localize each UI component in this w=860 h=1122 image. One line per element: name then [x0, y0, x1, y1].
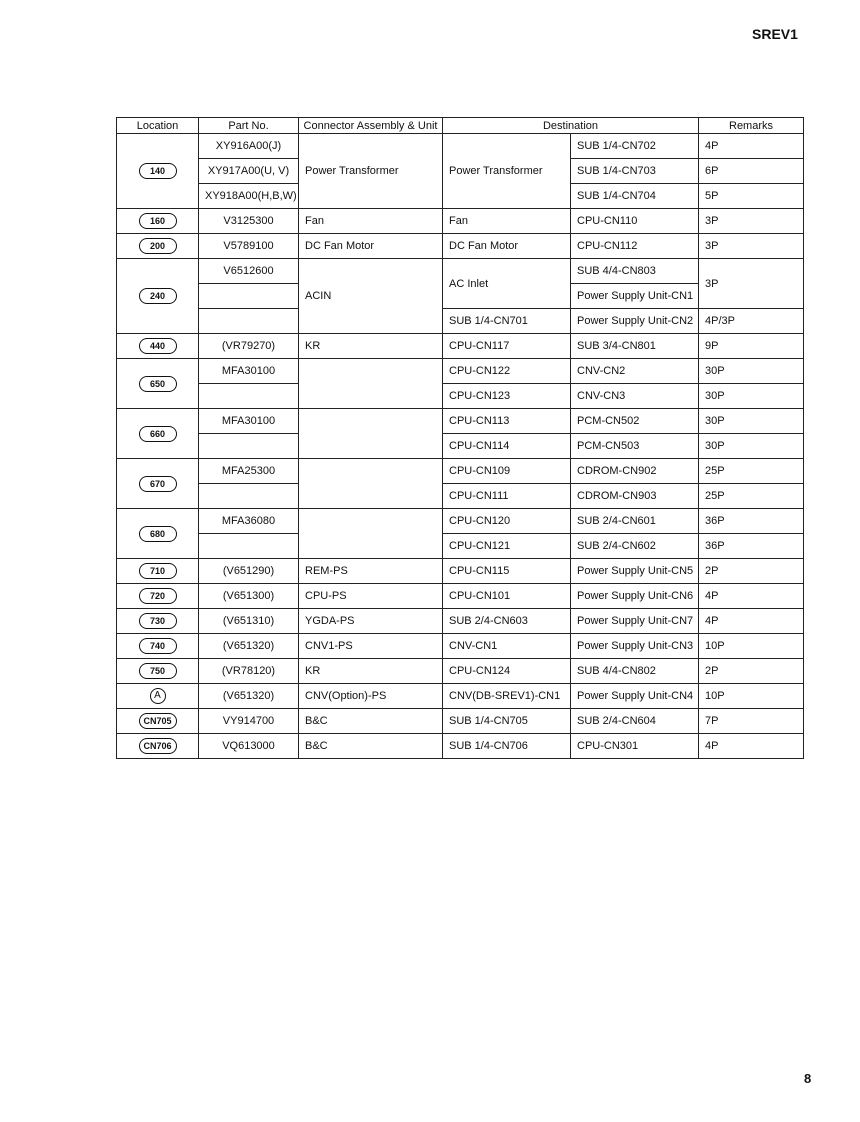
destination-to-cell: Power Supply Unit-CN4: [571, 684, 699, 709]
remarks-cell: 25P: [699, 484, 804, 509]
remarks-cell: 3P: [699, 209, 804, 234]
remarks-cell: 2P: [699, 559, 804, 584]
location-cell: [117, 234, 199, 259]
column-header-part-no: Part No.: [199, 118, 299, 134]
location-cell: [117, 559, 199, 584]
part-number-cell: (VR78120): [199, 659, 299, 684]
part-number-cell: (V651290): [199, 559, 299, 584]
location-badge: 160: [139, 213, 177, 229]
destination-to-cell: SUB 1/4-CN702: [571, 134, 699, 159]
location-badge: 240: [139, 288, 177, 304]
part-number-cell: XY916A00(J): [199, 134, 299, 159]
part-number-cell: (V651310): [199, 609, 299, 634]
part-number-cell: [199, 484, 299, 509]
destination-to-cell: Power Supply Unit-CN2: [571, 309, 699, 334]
destination-to-cell: CDROM-CN903: [571, 484, 699, 509]
destination-to-cell: SUB 2/4-CN604: [571, 709, 699, 734]
location-cell: [117, 584, 199, 609]
remarks-cell: 30P: [699, 384, 804, 409]
part-number-cell: (V651300): [199, 584, 299, 609]
destination-to-cell: SUB 4/4-CN802: [571, 659, 699, 684]
location-cell: [117, 259, 199, 334]
table-row: [117, 734, 804, 759]
table-row: [117, 334, 804, 359]
location-badge: 660: [139, 426, 177, 442]
part-number-cell: MFA30100: [199, 359, 299, 384]
location-badge: 710: [139, 563, 177, 579]
remarks-cell: 2P: [699, 659, 804, 684]
table-row: [117, 134, 804, 159]
part-number-cell: [199, 309, 299, 334]
destination-to-cell: CPU-CN112: [571, 234, 699, 259]
destination-from-cell: Fan: [443, 209, 571, 234]
table-row: [117, 559, 804, 584]
destination-from-cell: SUB 1/4-CN706: [443, 734, 571, 759]
part-number-cell: MFA36080: [199, 509, 299, 534]
table-row: [117, 234, 804, 259]
connector-cell: B&C: [299, 734, 443, 759]
connector-cell: ACIN: [299, 259, 443, 334]
connector-cell: CNV(Option)-PS: [299, 684, 443, 709]
connector-cell: KR: [299, 334, 443, 359]
part-number-cell: V3125300: [199, 209, 299, 234]
location-badge: 720: [139, 588, 177, 604]
location-cell: [117, 634, 199, 659]
destination-from-cell: CPU-CN101: [443, 584, 571, 609]
location-badge: 670: [139, 476, 177, 492]
destination-from-cell: Power Transformer: [443, 134, 571, 209]
column-header-connector: Connector Assembly & Unit: [299, 118, 443, 134]
connector-cell: Fan: [299, 209, 443, 234]
destination-from-cell: CPU-CN124: [443, 659, 571, 684]
table-row: [117, 359, 804, 384]
location-cell: [117, 709, 199, 734]
connector-cell: [299, 359, 443, 409]
location-badge: 200: [139, 238, 177, 254]
part-number-cell: MFA30100: [199, 409, 299, 434]
remarks-cell: 3P: [699, 259, 804, 309]
table-row: [117, 584, 804, 609]
destination-to-cell: PCM-CN503: [571, 434, 699, 459]
connector-cell: [299, 409, 443, 459]
location-cell: [117, 684, 199, 709]
connector-cell: REM-PS: [299, 559, 443, 584]
part-number-cell: [199, 434, 299, 459]
table-row: [117, 384, 804, 409]
remarks-cell: 6P: [699, 159, 804, 184]
remarks-cell: 5P: [699, 184, 804, 209]
remarks-cell: 10P: [699, 634, 804, 659]
part-number-cell: XY918A00(H,B,W): [199, 184, 299, 209]
location-cell: [117, 509, 199, 559]
part-number-cell: VQ613000: [199, 734, 299, 759]
part-number-cell: V5789100: [199, 234, 299, 259]
remarks-cell: 4P: [699, 609, 804, 634]
connector-cell: YGDA-PS: [299, 609, 443, 634]
destination-to-cell: Power Supply Unit-CN3: [571, 634, 699, 659]
destination-to-cell: PCM-CN502: [571, 409, 699, 434]
destination-from-cell: CNV(DB-SREV1)-CN1: [443, 684, 571, 709]
table-header-row: [117, 118, 804, 134]
destination-from-cell: CPU-CN121: [443, 534, 571, 559]
remarks-cell: 30P: [699, 409, 804, 434]
table-row: [117, 509, 804, 534]
destination-from-cell: CPU-CN114: [443, 434, 571, 459]
column-header-destination: Destination: [443, 118, 699, 134]
destination-from-cell: AC Inlet: [443, 259, 571, 309]
connector-cell: [299, 509, 443, 559]
remarks-cell: 10P: [699, 684, 804, 709]
location-badge: CN705: [139, 713, 177, 729]
destination-from-cell: CPU-CN123: [443, 384, 571, 409]
remarks-cell: 36P: [699, 534, 804, 559]
destination-to-cell: CNV-CN2: [571, 359, 699, 384]
remarks-cell: 4P/3P: [699, 309, 804, 334]
location-badge: 680: [139, 526, 177, 542]
connector-cell: CNV1-PS: [299, 634, 443, 659]
location-cell: [117, 209, 199, 234]
table-row: [117, 309, 804, 334]
destination-to-cell: Power Supply Unit-CN5: [571, 559, 699, 584]
destination-to-cell: CPU-CN301: [571, 734, 699, 759]
destination-from-cell: CPU-CN120: [443, 509, 571, 534]
table-row: [117, 659, 804, 684]
destination-to-cell: Power Supply Unit-CN1: [571, 284, 699, 309]
connector-cell: DC Fan Motor: [299, 234, 443, 259]
location-badge: 650: [139, 376, 177, 392]
destination-to-cell: Power Supply Unit-CN6: [571, 584, 699, 609]
connector-cell: B&C: [299, 709, 443, 734]
destination-from-cell: CPU-CN111: [443, 484, 571, 509]
part-number-cell: [199, 534, 299, 559]
destination-to-cell: SUB 1/4-CN703: [571, 159, 699, 184]
table-row: [117, 484, 804, 509]
destination-from-cell: SUB 2/4-CN603: [443, 609, 571, 634]
location-cell: [117, 734, 199, 759]
table-row: [117, 259, 804, 284]
destination-to-cell: CPU-CN110: [571, 209, 699, 234]
destination-to-cell: Power Supply Unit-CN7: [571, 609, 699, 634]
destination-from-cell: CPU-CN115: [443, 559, 571, 584]
location-cell: [117, 609, 199, 634]
part-number-cell: XY917A00(U, V): [199, 159, 299, 184]
part-number-cell: V6512600: [199, 259, 299, 284]
destination-to-cell: SUB 3/4-CN801: [571, 334, 699, 359]
table-row: [117, 409, 804, 434]
table-body: [117, 134, 804, 759]
destination-to-cell: SUB 1/4-CN704: [571, 184, 699, 209]
location-cell: [117, 409, 199, 459]
part-number-cell: (V651320): [199, 684, 299, 709]
location-badge: 440: [139, 338, 177, 354]
table-row: [117, 684, 804, 709]
destination-to-cell: SUB 2/4-CN602: [571, 534, 699, 559]
page-number: 8: [804, 1071, 812, 1086]
column-header-remarks: Remarks: [699, 118, 804, 134]
destination-from-cell: CNV-CN1: [443, 634, 571, 659]
remarks-cell: 36P: [699, 509, 804, 534]
destination-from-cell: DC Fan Motor: [443, 234, 571, 259]
table-row: [117, 434, 804, 459]
connector-cell: Power Transformer: [299, 134, 443, 209]
table-row: [117, 209, 804, 234]
location-badge: 740: [139, 638, 177, 654]
location-badge: 730: [139, 613, 177, 629]
remarks-cell: 9P: [699, 334, 804, 359]
table-row: [117, 459, 804, 484]
destination-from-cell: CPU-CN122: [443, 359, 571, 384]
table-row: [117, 709, 804, 734]
table-row: [117, 534, 804, 559]
document-code: SREV1: [752, 26, 798, 42]
part-number-cell: (VR79270): [199, 334, 299, 359]
remarks-cell: 7P: [699, 709, 804, 734]
part-number-cell: [199, 284, 299, 309]
part-number-cell: MFA25300: [199, 459, 299, 484]
location-cell: [117, 359, 199, 409]
location-badge: 140: [139, 163, 177, 179]
destination-to-cell: CDROM-CN902: [571, 459, 699, 484]
destination-from-cell: CPU-CN109: [443, 459, 571, 484]
table-row: [117, 634, 804, 659]
location-badge: 750: [139, 663, 177, 679]
connector-cell: CPU-PS: [299, 584, 443, 609]
part-number-cell: (V651320): [199, 634, 299, 659]
location-cell: [117, 334, 199, 359]
destination-from-cell: CPU-CN117: [443, 334, 571, 359]
connector-parts-table: [116, 117, 804, 759]
connector-cell: KR: [299, 659, 443, 684]
remarks-cell: 25P: [699, 459, 804, 484]
location-cell: [117, 459, 199, 509]
part-number-cell: [199, 384, 299, 409]
location-badge: CN706: [139, 738, 177, 754]
connector-cell: [299, 459, 443, 509]
destination-to-cell: SUB 2/4-CN601: [571, 509, 699, 534]
destination-from-cell: SUB 1/4-CN705: [443, 709, 571, 734]
destination-to-cell: CNV-CN3: [571, 384, 699, 409]
column-header-location: Location: [117, 118, 199, 134]
remarks-cell: 4P: [699, 134, 804, 159]
part-number-cell: VY914700: [199, 709, 299, 734]
destination-from-cell: SUB 1/4-CN701: [443, 309, 571, 334]
location-badge: A: [150, 688, 166, 704]
destination-to-cell: SUB 4/4-CN803: [571, 259, 699, 284]
location-cell: [117, 134, 199, 209]
table-row: [117, 609, 804, 634]
remarks-cell: 4P: [699, 584, 804, 609]
remarks-cell: 3P: [699, 234, 804, 259]
remarks-cell: 30P: [699, 359, 804, 384]
destination-from-cell: CPU-CN113: [443, 409, 571, 434]
location-cell: [117, 659, 199, 684]
remarks-cell: 4P: [699, 734, 804, 759]
remarks-cell: 30P: [699, 434, 804, 459]
